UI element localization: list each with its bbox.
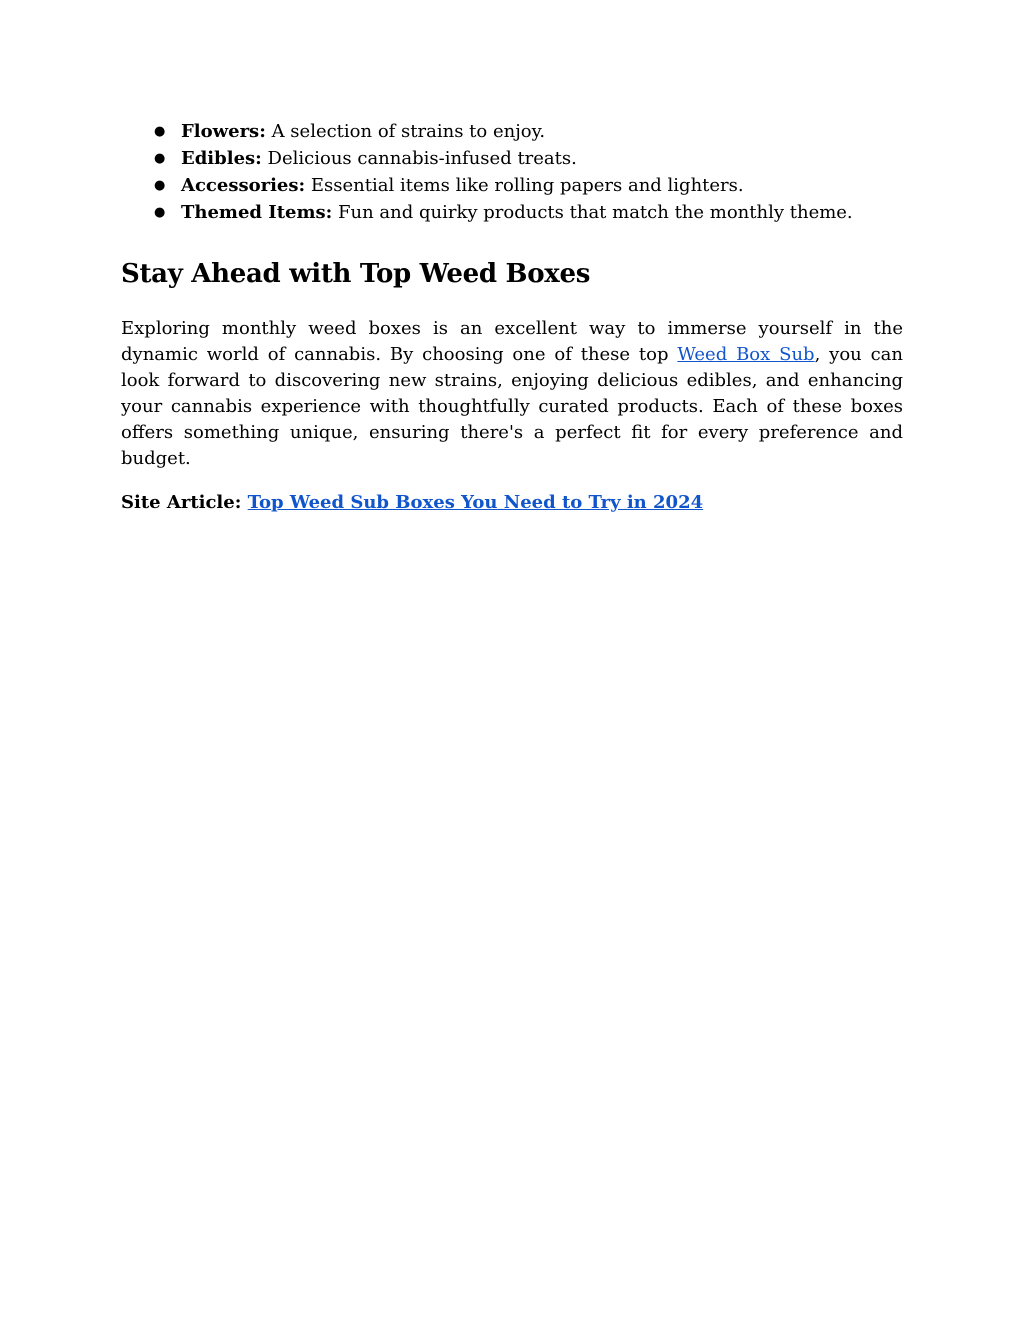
paragraph-text-before-link: Exploring monthly weed boxes is an excellent way to immerse yourself in the dynamic world of cannabis. By choosing one of these top bbox=[121, 318, 903, 365]
list-item-term: Accessories: bbox=[181, 175, 306, 196]
weed-box-sub-link[interactable]: Weed Box Sub bbox=[677, 344, 815, 365]
list-item bbox=[121, 172, 903, 199]
section-heading: Stay Ahead with Top Weed Boxes bbox=[121, 259, 591, 289]
list-item-desc: Fun and quirky products that match the monthly theme. bbox=[338, 202, 853, 223]
bullet-icon: ● bbox=[154, 151, 166, 166]
list-item-term: Edibles: bbox=[181, 148, 262, 169]
bullet-icon: ● bbox=[154, 178, 166, 193]
bullet-icon: ● bbox=[154, 124, 166, 139]
list-item-term: Flowers: bbox=[181, 121, 266, 142]
site-article-link[interactable]: Top Weed Sub Boxes You Need to Try in 2024 bbox=[247, 492, 704, 513]
list-item-desc: Essential items like rolling papers and lighters. bbox=[310, 175, 744, 196]
list-item bbox=[121, 145, 903, 172]
list-item bbox=[121, 118, 903, 145]
site-article-line bbox=[121, 490, 903, 516]
document-page bbox=[121, 118, 903, 516]
body-paragraph bbox=[121, 316, 903, 472]
product-bullet-list bbox=[121, 118, 903, 226]
bullet-icon: ● bbox=[154, 205, 166, 220]
list-item bbox=[121, 199, 903, 226]
list-item-desc: A selection of strains to enjoy. bbox=[271, 121, 546, 142]
site-article-label: Site Article: bbox=[121, 492, 242, 513]
list-item-desc: Delicious cannabis-infused treats. bbox=[267, 148, 577, 169]
paragraph-text-after-link: , you can look forward to discovering new strains, enjoying delicious edibles, and enhancing your cannabis experience with thoughtfully curated products. Each of these boxes offers something unique, ensuring there's a perfect fit for every preference and budget. bbox=[121, 344, 903, 469]
list-item-term: Themed Items: bbox=[181, 202, 333, 223]
